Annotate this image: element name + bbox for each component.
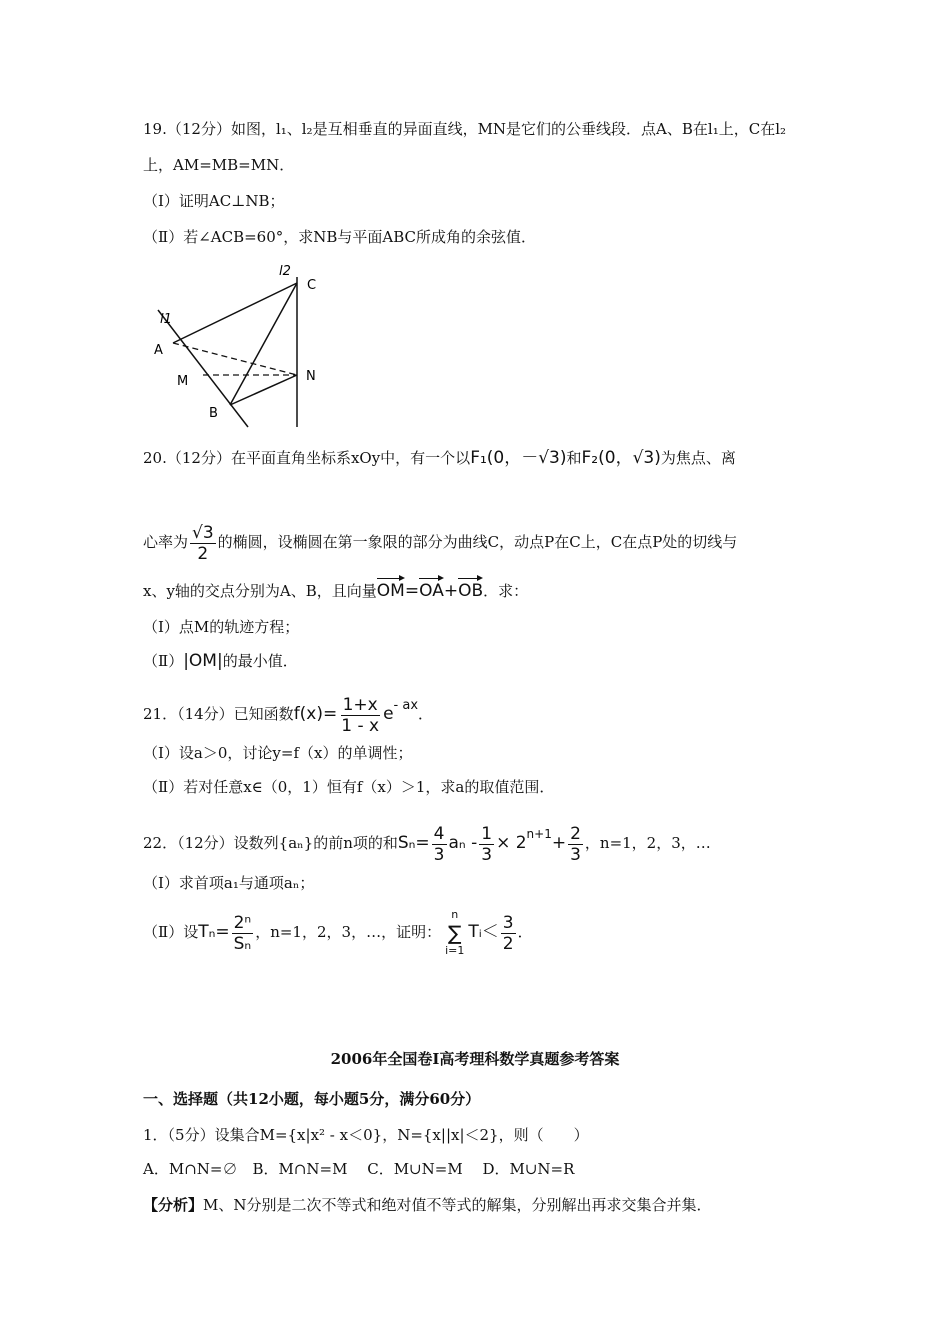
f2-num: 1 [481, 823, 493, 844]
exponent: - ax [393, 698, 419, 713]
q21-fraction [339, 695, 381, 736]
power: n+1 [526, 827, 552, 841]
q21-part2: （Ⅱ）若对任意x∈（0，1）恒有f（x）＞1，求a的取值范围． [143, 778, 555, 796]
q20-line3-start: x、y轴的交点分别为A、B，且向量 [143, 582, 377, 600]
q22-p2-start: （Ⅱ）设 [143, 923, 199, 941]
q20-line3-end: ．求： [483, 582, 529, 600]
sigma-top: n [451, 908, 459, 921]
q21-den: 1 - x [341, 715, 380, 736]
q20-part1: （Ⅰ）点M的轨迹方程； [143, 618, 300, 636]
times-2: × 2 [496, 833, 527, 853]
summation [445, 908, 464, 958]
q22-line1-end: ，n=1，2，3，… [584, 834, 711, 852]
plus-sign: + [551, 833, 567, 853]
answer-q1-options: A．M∩N=∅ B．M∩N=M C．M∪N=M D．M∪N=R [143, 1160, 575, 1178]
label-b: B [209, 406, 218, 421]
q22-part1: （Ⅰ）求首项a₁与通项aₙ； [143, 874, 315, 892]
analysis-text: M、N分别是二次不等式和绝对值不等式的解集，分别解出再求交集合并集． [203, 1196, 712, 1214]
q21-intro: 21．（14分）已知函数 [143, 705, 294, 723]
q20-part2 [143, 650, 298, 672]
answers-title: 2006年全国卷Ⅰ高考理科数学真题参考答案 [330, 1050, 620, 1068]
q20-and: 和 [566, 449, 582, 467]
vector-om: OM [376, 581, 405, 601]
tn-fraction [232, 913, 254, 954]
plus: + [443, 581, 459, 601]
an-term: aₙ - [448, 833, 478, 853]
q22-part2 [143, 908, 533, 958]
q20-line2-start: 心率为 [143, 533, 189, 551]
q19-line2: 上，AM=MB=MN． [143, 156, 295, 174]
r-num: 3 [502, 912, 514, 933]
label-c: C [307, 278, 317, 293]
analysis-line [143, 1194, 712, 1216]
section-heading: 一、选择题（共12小题，每小题5分，满分60分） [143, 1090, 481, 1108]
ecc-den: 2 [197, 543, 209, 564]
q20-line1-end: 为焦点、离 [660, 449, 736, 467]
line-l1 [158, 310, 248, 427]
segment-bc [230, 283, 297, 405]
sigma-bottom: i=1 [445, 944, 465, 957]
q20-line2 [143, 520, 737, 564]
f3-num: 2 [570, 823, 581, 844]
tn-label: Tₙ= [198, 922, 230, 942]
analysis-tag: 【分析】 [143, 1196, 204, 1214]
q20-line2-end: 的椭圆，设椭圆在第一象限的部分为曲线C，动点P在C上，C在点P处的切线与 [217, 533, 738, 551]
fx-label: f(x)= [293, 704, 338, 724]
q20-intro: 20.（12分）在平面直角坐标系xOy中，有一个以 [143, 449, 471, 467]
q22-p2-end: ． [517, 923, 533, 941]
ecc-num: √3 [192, 522, 214, 543]
equals: = [404, 581, 420, 601]
r-den: 2 [502, 933, 514, 954]
f2-den: 3 [481, 844, 493, 865]
eccentricity-fraction [190, 523, 216, 564]
frac-4-3 [432, 824, 447, 865]
segment-ac [173, 283, 297, 343]
frac-3-2 [501, 913, 516, 954]
label-a: A [154, 343, 163, 358]
q22-line1 [143, 812, 711, 865]
sigma-symbol: ∑ [447, 921, 462, 945]
label-m: M [177, 374, 189, 389]
q20-line1 [143, 447, 736, 469]
vector-ob: OB [458, 581, 484, 601]
ti-term: Tᵢ＜ [468, 922, 499, 942]
q21-line1 [143, 684, 433, 736]
t-num: 2ⁿ [233, 912, 252, 933]
f3-den: 3 [570, 844, 581, 865]
segment-bn [230, 375, 297, 405]
abs-om: |OM| [183, 651, 223, 671]
frac-2-3 [568, 824, 583, 865]
label-l1: l1 [160, 312, 172, 327]
q20-line3 [143, 580, 528, 602]
q20-p2-start: （Ⅱ） [143, 652, 184, 670]
sn-label: Sₙ= [397, 833, 430, 853]
q19-line1: 19.（12分）如图，l₁、l₂是互相垂直的异面直线，MN是它们的公垂线段．点A、B在l₁上，C在l₂ [143, 120, 787, 138]
q21-end: ． [418, 705, 434, 723]
focus-f2: F₂(0，√3) [581, 448, 661, 468]
label-l2: l2 [279, 264, 291, 279]
answer-q1: 1．（5分）设集合M={x|x² - x＜0}，N={x||x|＜2}，则（ ） [143, 1126, 589, 1144]
f1-num: 4 [433, 823, 445, 844]
q21-part1: （Ⅰ）设a＞0，讨论y=f（x）的单调性； [143, 744, 413, 762]
f1-den: 3 [433, 844, 445, 865]
q19-figure [140, 255, 340, 430]
q21-num: 1+x [342, 694, 378, 715]
vector-oa: OA [419, 581, 444, 601]
segment-an [173, 343, 297, 375]
t-den: Sₙ [233, 933, 252, 954]
q19-part1: （Ⅰ）证明AC⊥NB； [143, 192, 285, 210]
q22-p2-mid: ，n=1，2，3，…，证明： [255, 923, 442, 941]
q19-part2: （Ⅱ）若∠ACB=60°，求NB与平面ABC所成角的余弦值． [143, 228, 537, 246]
frac-1-3 [479, 824, 494, 865]
focus-f1: F₁(0，－√3) [470, 448, 567, 468]
label-n: N [306, 369, 316, 384]
exp-base: e [383, 704, 394, 724]
q22-intro: 22．（12分）设数列{aₙ}的前n项的和 [143, 834, 398, 852]
q20-p2-end: 的最小值． [222, 652, 298, 670]
